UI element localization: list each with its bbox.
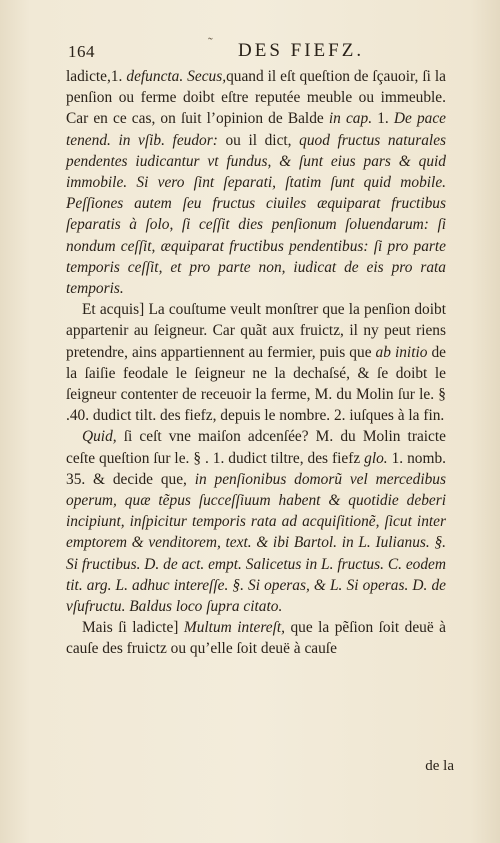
text-segment: 1. nomb. 35. & decide que, bbox=[66, 449, 446, 488]
page-header bbox=[68, 36, 448, 66]
text-segment: Quid, bbox=[82, 428, 117, 446]
paragraph-4 bbox=[66, 617, 446, 659]
text-segment: ou il dict, bbox=[217, 131, 300, 149]
text-segment: Multum intereſt, bbox=[183, 619, 285, 637]
text-segment: in penſionibus domorũ vel mercedibus operum, quæ tẽpus ſucceſſiuum habent & quotidie deberi incipiunt, inſpicitur temporis rata ad acquiſitionẽ, ſicut inter emptorem & venditorem, text. & ibi Bartol. in L. Iulianus. §. Si fructibus. D. de act. empt. Salicetus in L. fructus. C. eodem tit. arg. L. adhuc intereſſe. §. Si operas, & L. Si operas. D. de vſufructu. Baldus loco ſupra citato. bbox=[66, 470, 446, 616]
text-segment: in cap. bbox=[328, 110, 373, 128]
text-segment: Et acquis] La couſtume veult monſtrer que la penſion doibt appartenir au ſeigneur. Car quãt aux fruictz, il ny peut riens pretendre, ains appartiennent au fermier, puis que bbox=[66, 301, 446, 361]
paragraph-3 bbox=[66, 426, 446, 617]
text-segment: quand il eſt queſtion de ſçauoir, ſi la penſion ou ferme doibt eſtre reputée meuble ou immeuble. Car en ce cas, on ſuit l’opinion de Balde bbox=[66, 68, 446, 128]
page-number: 164 bbox=[68, 42, 95, 61]
text-segment: ſi ceſt vne maiſon adcenſée? M. du Molin traicte ceſte queſtion ſur le. § . 1. dudict tiltre, des fiefz bbox=[66, 428, 446, 467]
text-segment: ab initio bbox=[375, 343, 428, 361]
text-segment: ladicte,1. bbox=[66, 68, 127, 85]
text-segment: quod fructus naturales pendentes iudicantur vt fundus, & ſunt eius pars & quid immobile. Si vero ſint ſeparati, ſtatim ſunt quid mobile. Peſſiones autem ſeu fructus ciuiles æquiparat fructibus ſeparatis à ſolo, ſi ceſſit dies penſionum ſoluendarum: ſi nondum ceſſit, æquiparat fructibus pendentibus: ſi pro parte temporis ceſſit, et pro parte non, iudicat de eis pro rata temporis. bbox=[66, 131, 447, 298]
text-segment: De pace tenend. in vſib. feudor: bbox=[66, 110, 447, 149]
catchword: de la bbox=[425, 758, 454, 774]
paragraph-2 bbox=[66, 299, 446, 426]
text-segment: de la ſaiſie feodale le ſeigneur ne la dechaſsé, & ſe doibt le ſeigneur contenter de receuoir la ferme, M. du Molin ſur le. § .40. dudict tilt. des fiefz, depuis le nombre. 2. iuſques à la fin. bbox=[66, 343, 446, 425]
paragraph-1 bbox=[66, 66, 446, 299]
header-mark: ˜ bbox=[208, 36, 213, 51]
text-segment: defuncta. Secus, bbox=[126, 68, 227, 85]
text-segment: glo. bbox=[364, 449, 388, 467]
running-title: DES FIEFZ. bbox=[238, 40, 365, 61]
text-segment: 1. bbox=[372, 110, 394, 128]
body-text bbox=[66, 66, 446, 660]
text-segment: Mais ſi ladicte] bbox=[82, 619, 184, 637]
text-segment: que la pẽſion ſoit deuë à cauſe des fruictz ou qu’elle ſoit deuë à cauſe bbox=[66, 619, 446, 658]
